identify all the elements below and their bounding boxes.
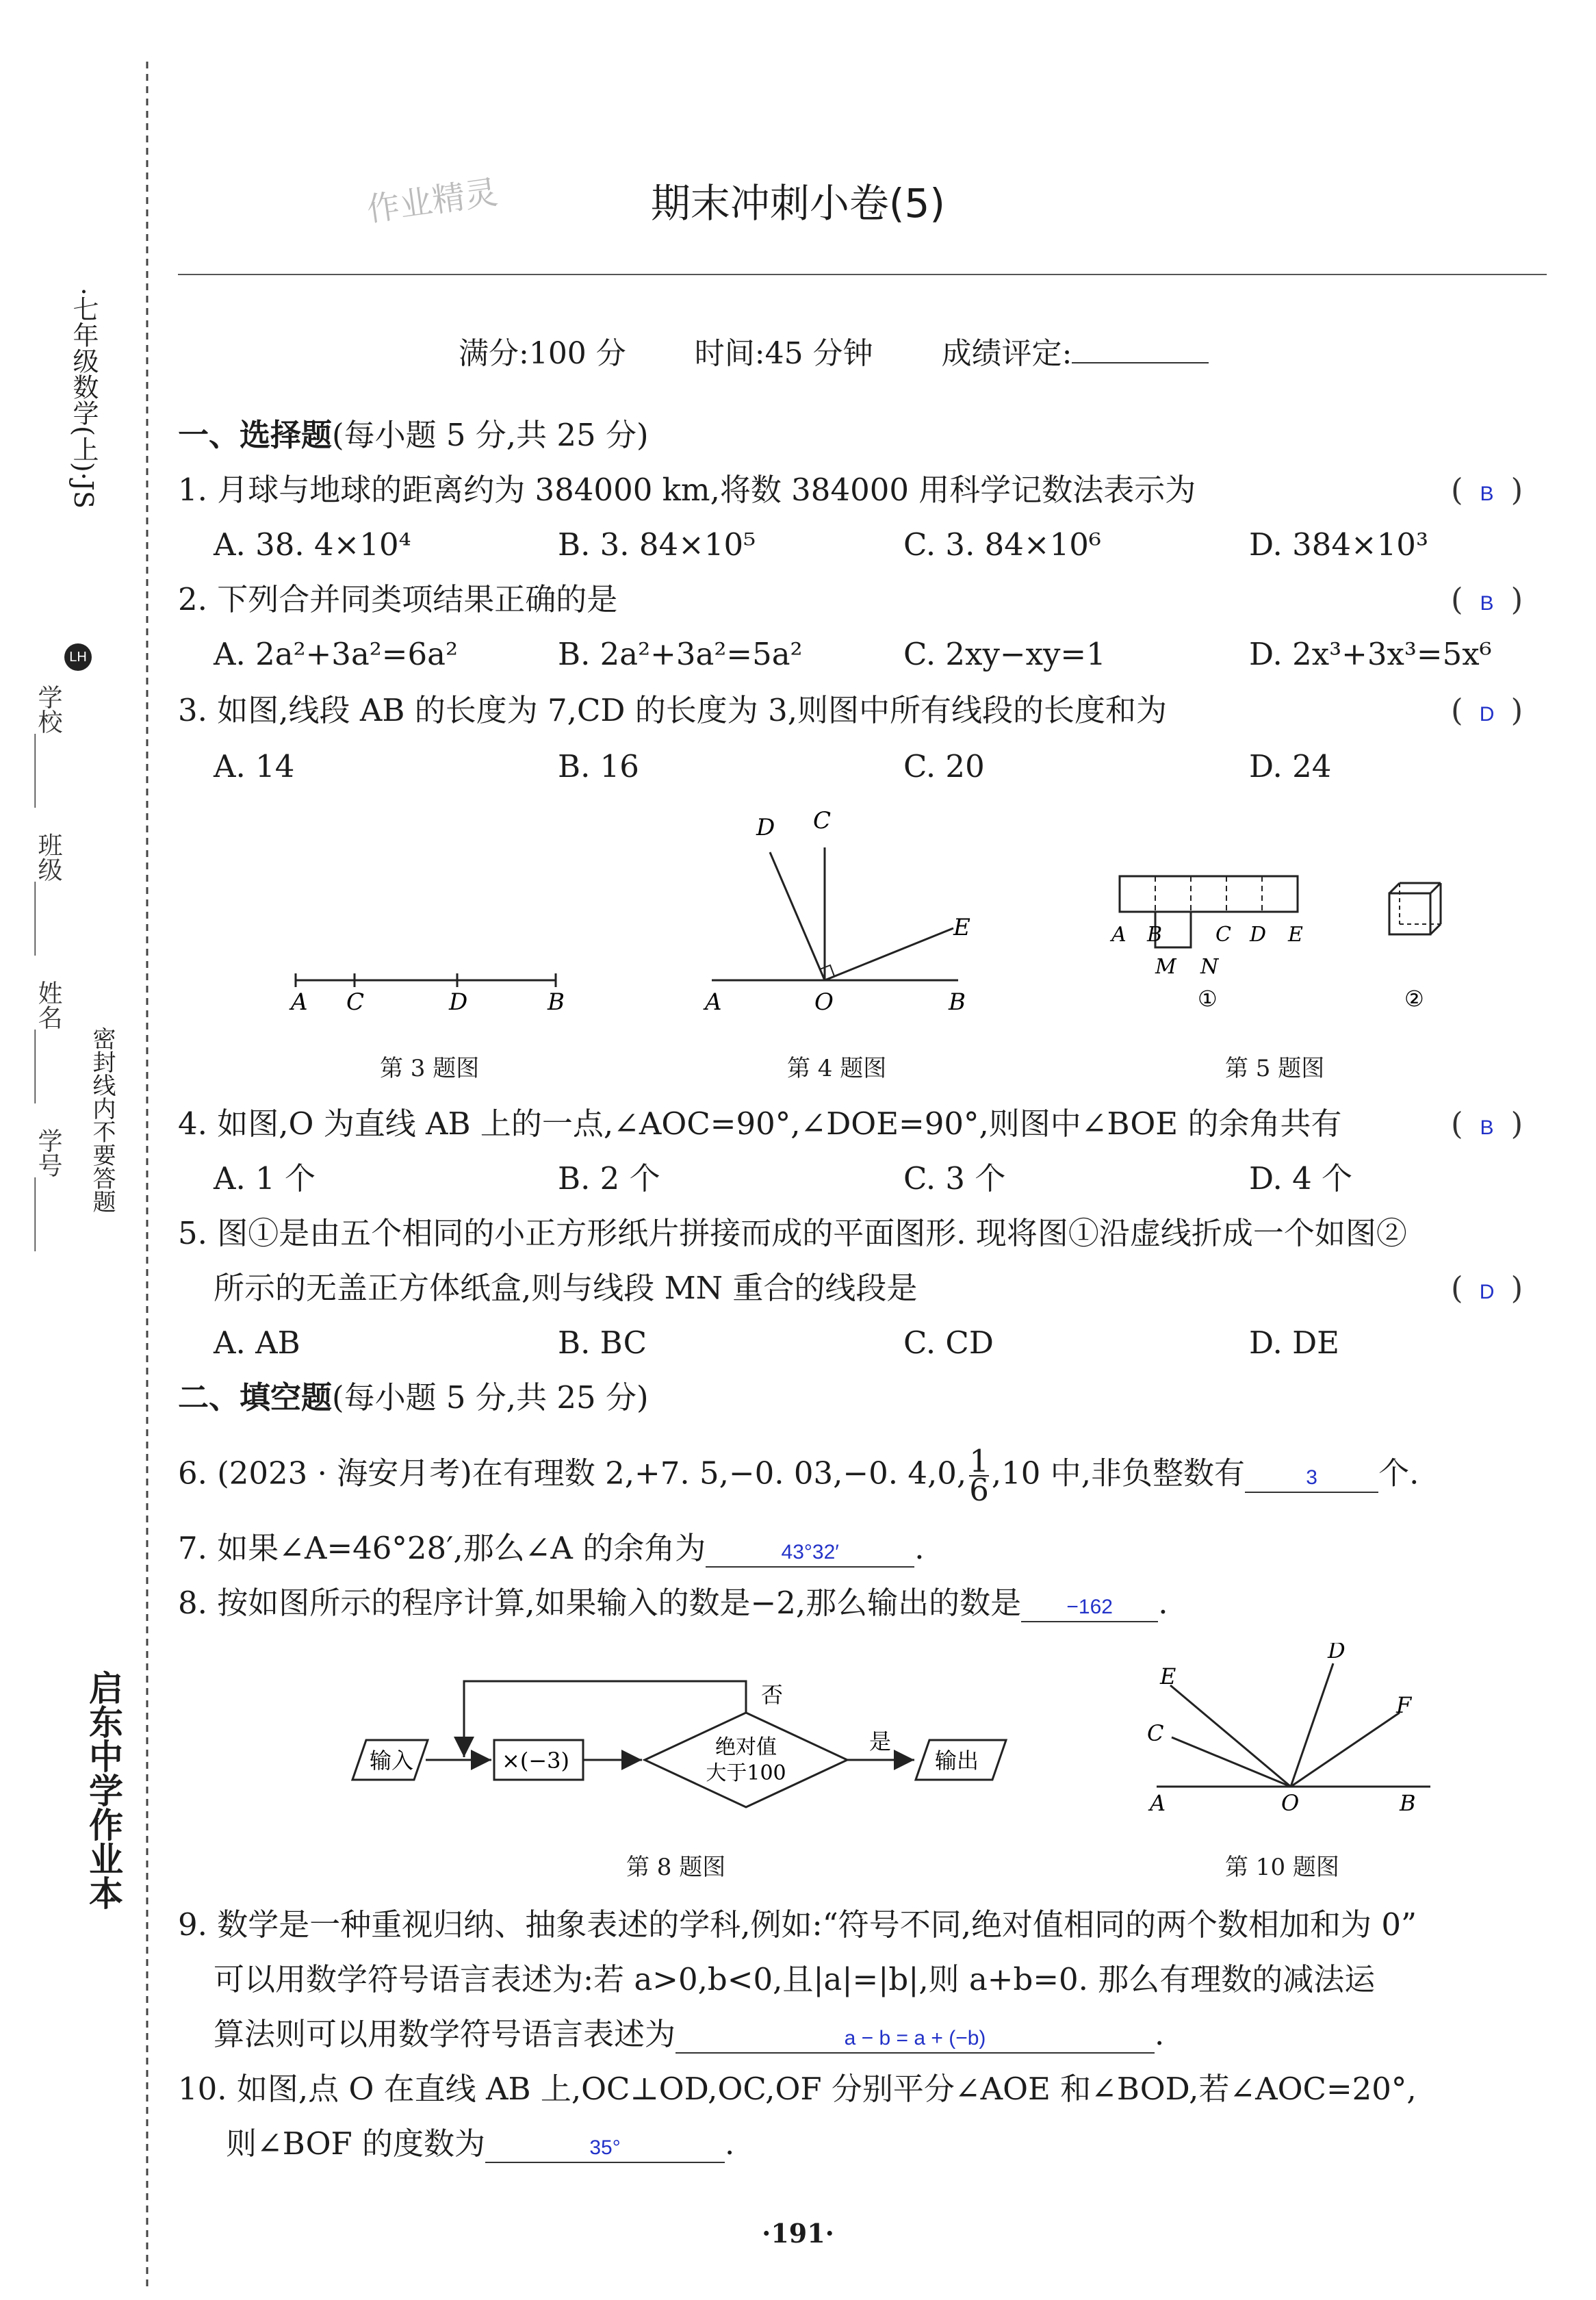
q8: 8. 按如图所示的程序计算,如果输入的数是−2,那么输出的数是 −162 . — [178, 1585, 1168, 1621]
f8-caption: 第 8 题图 — [626, 1854, 726, 1881]
series-label: ·七年级数学(上)·JS — [68, 288, 99, 509]
q1-stem: 1. 月球与地球的距离约为 384000 km,将数 384000 用科学记数法表示为 — [178, 472, 1196, 508]
f10-label-c: C — [1147, 1720, 1164, 1746]
seal-note: 密封线内不要答题 — [88, 1027, 116, 1213]
binding-strip — [0, 0, 157, 2300]
q9-line2: 可以用数学符号语言表述为:若 a>0,b<0,且|a|=|b|,则 a+b=0. 那么有理数的减法运 — [214, 1961, 1376, 1997]
q1-option-a: A. 38. 4×10⁴ — [214, 526, 411, 563]
figure-q8-flowchart — [352, 1681, 1006, 1807]
figure-q4 — [703, 807, 970, 1016]
q4-stem: 4. 如图,O 为直线 AB 上的一点,∠AOC=90°,∠DOE=90°,则图中∠BOE 的余角共有 — [178, 1106, 1342, 1142]
f5-label-d: D — [1250, 923, 1267, 947]
exam-meta — [459, 329, 1209, 372]
f10-label-o: O — [1281, 1790, 1300, 1816]
q2-option-a: A. 2a²+3a²=6a² — [214, 636, 459, 672]
f5-label-circle-2: ② — [1404, 986, 1424, 1012]
book-name: 启东中学作业本 — [83, 1670, 123, 1910]
f4-label-a: A — [705, 988, 722, 1016]
f8-condition-diamond — [645, 1713, 847, 1807]
f10-caption: 第 10 题图 — [1225, 1854, 1339, 1881]
f5-label-circle-1: ① — [1198, 986, 1218, 1012]
f10-label-d: D — [1328, 1643, 1346, 1663]
q2-option-b: B. 2a²+3a²=5a² — [558, 636, 803, 672]
f10-label-e: E — [1160, 1663, 1176, 1689]
f8-cond-line2: 大于100 — [706, 1761, 786, 1785]
q10-blank[interactable]: 35° — [485, 2134, 725, 2163]
f3-label-a: A — [291, 988, 308, 1016]
q4-answer: ( B ) — [1451, 1106, 1523, 1142]
f4-caption: 第 4 题图 — [787, 1055, 887, 1082]
q2-option-c: C. 2xy−xy=1 — [903, 636, 1106, 672]
f5-label-m: M — [1155, 955, 1176, 979]
f5-label-n: N — [1200, 955, 1219, 979]
q2-answer: ( B ) — [1451, 581, 1523, 617]
q7-blank[interactable]: 43°32′ — [706, 1539, 914, 1568]
f3-caption: 第 3 题图 — [380, 1055, 480, 1082]
q3-option-a: A. 14 — [214, 748, 295, 784]
f10-label-a: A — [1150, 1790, 1166, 1816]
f5-caption: 第 5 题图 — [1225, 1055, 1325, 1082]
title-rule — [178, 274, 1547, 275]
figure-q10 — [1147, 1643, 1430, 1816]
page-title: 期末冲刺小卷(5) — [650, 180, 946, 227]
f4-label-b: B — [949, 988, 966, 1016]
q5-stem-line1: 5. 图①是由五个相同的小正方形纸片拼接而成的平面图形. 现将图①沿虚线折成一个如图② — [178, 1215, 1407, 1251]
f8-yes-label: 是 — [869, 1728, 892, 1754]
publisher-logo: LH — [64, 643, 92, 671]
f4-label-d: D — [756, 814, 775, 841]
q9-blank[interactable]: a − b = a + (−b) — [675, 2025, 1155, 2054]
q9-line3: 算法则可以用数学符号语言表述为 a − b = a + (−b) . — [214, 2016, 1165, 2052]
q4-option-c: C. 3 个 — [903, 1160, 1006, 1197]
q5-option-c: C. CD — [903, 1325, 994, 1361]
q3-option-b: B. 16 — [558, 748, 639, 784]
q5-stem-line2: 所示的无盖正方体纸盒,则与线段 MN 重合的线段是 — [214, 1270, 918, 1306]
student-info-fields: 学校______ 班级______ 姓名______ 学号______ — [34, 685, 62, 1251]
grade-blank[interactable] — [1072, 339, 1209, 363]
q2-option-d: D. 2x³+3x³=5x⁶ — [1249, 636, 1492, 672]
q5-option-a: A. AB — [214, 1325, 300, 1361]
q2-stem: 2. 下列合并同类项结果正确的是 — [178, 581, 618, 617]
f5-label-c: C — [1215, 923, 1231, 947]
q3-stem: 3. 如图,线段 AB 的长度为 7,CD 的长度为 3,则图中所有线段的长度和为 — [178, 692, 1168, 728]
f4-label-o: O — [814, 988, 834, 1016]
f8-input-label: 输入 — [370, 1748, 414, 1774]
f10-label-f: F — [1396, 1692, 1412, 1718]
q1-option-d: D. 384×10³ — [1249, 526, 1428, 563]
figures-row-2 — [0, 1643, 1596, 1869]
f8-no-label: 否 — [761, 1682, 784, 1708]
section2-heading: 二、填空题(每小题 5 分,共 25 分) — [178, 1379, 649, 1416]
q1-option-c: C. 3. 84×10⁶ — [903, 526, 1101, 563]
section1-heading: 一、选择题(每小题 5 分,共 25 分) — [178, 417, 649, 453]
q5-answer: ( D ) — [1451, 1270, 1523, 1306]
q1-answer: ( B ) — [1451, 472, 1523, 508]
f3-label-b: B — [548, 988, 565, 1016]
figure-q3 — [289, 973, 565, 1016]
q3-option-c: C. 20 — [903, 748, 985, 784]
f5-label-e: E — [1288, 923, 1303, 947]
q8-blank[interactable]: −162 — [1021, 1594, 1158, 1622]
q10-line1: 10. 如图,点 O 在直线 AB 上,OC⊥OD,OC,OF 分别平分∠AOE 和∠BOD,若∠AOC=20°, — [178, 2071, 1417, 2107]
q5-option-d: D. DE — [1249, 1325, 1340, 1361]
q6-blank[interactable]: 3 — [1245, 1464, 1378, 1493]
q1-option-b: B. 3. 84×10⁵ — [558, 526, 756, 563]
q4-option-d: D. 4 个 — [1249, 1160, 1353, 1197]
f3-label-d: D — [449, 988, 468, 1016]
q6-fraction: $\frac{1}{6}$ — [969, 1443, 989, 1508]
figure-q5-cube — [1389, 883, 1441, 1012]
q4-option-a: A. 1 个 — [214, 1160, 316, 1197]
q5-option-b: B. BC — [558, 1325, 647, 1361]
f8-output-label: 输出 — [935, 1748, 979, 1774]
f3-label-c: C — [346, 988, 365, 1016]
f4-label-c: C — [813, 807, 832, 834]
meta-grade: 成绩评定: — [941, 336, 1072, 371]
f8-op-label: ×(−3) — [502, 1748, 569, 1774]
meta-time: 时间:45 分钟 — [694, 336, 873, 371]
f5-label-a: A — [1111, 923, 1127, 947]
q10-line2: 则∠BOF 的度数为 35° . — [226, 2125, 735, 2162]
figure-q5-net — [1109, 876, 1303, 1012]
page-number: ·191· — [762, 2218, 834, 2249]
q4-option-b: B. 2 个 — [558, 1160, 660, 1197]
watermark: 作业精灵 — [364, 172, 500, 230]
meta-full-score: 满分:100 分 — [459, 336, 626, 371]
q9-line1: 9. 数学是一种重视归纳、抽象表述的学科,例如:“符号不同,绝对值相同的两个数相加和为 0” — [178, 1906, 1417, 1943]
f8-cond-line1: 绝对值 — [715, 1735, 777, 1759]
f10-label-b: B — [1400, 1790, 1416, 1816]
q7: 7. 如果∠A=46°28′,那么∠A 的余角为 43°32′ . — [178, 1530, 925, 1566]
q6: 6. (2023 · 海安月考)在有理数 2,+7. 5,−0. 03,−0. 4,0, $\frac{1}{6}$ ,10 中,非负整数有 3 个. — [178, 1443, 1419, 1508]
f4-label-e: E — [953, 914, 970, 941]
q3-answer: ( D ) — [1451, 692, 1523, 728]
q3-option-d: D. 24 — [1249, 748, 1332, 784]
f5-label-b: B — [1147, 923, 1163, 947]
